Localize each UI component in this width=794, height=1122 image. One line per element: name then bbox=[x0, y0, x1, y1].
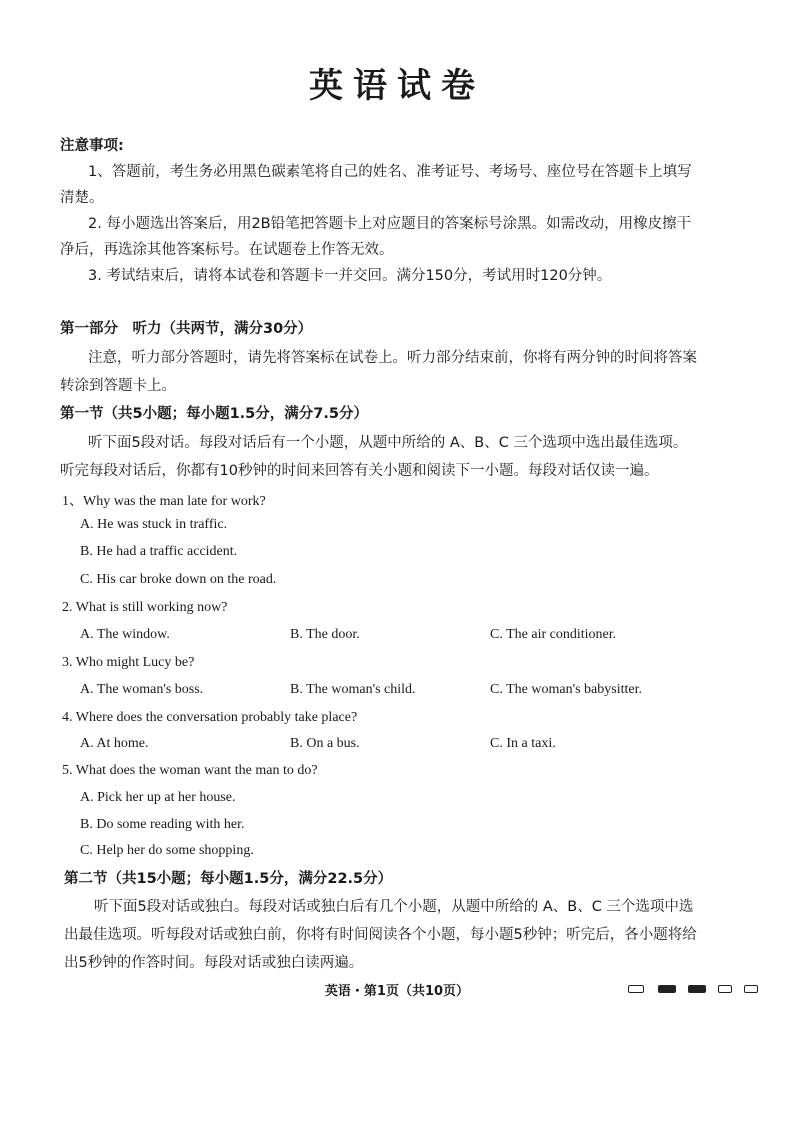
question-5-option-a: A. Pick her up at her house. bbox=[80, 790, 236, 805]
question-2-option-a: A. The window. bbox=[80, 627, 170, 642]
question-5-stem: 5. What does the woman want the man to do? bbox=[62, 763, 318, 778]
question-4-option-a: A. At home. bbox=[80, 736, 149, 751]
registration-mark bbox=[744, 985, 758, 993]
registration-mark bbox=[688, 985, 706, 993]
question-3-option-a: A. The woman's boss. bbox=[80, 682, 204, 697]
section2-instructions-cont: 出最佳选项。听每段对话或独白前，你将有时间阅读各个小题，每小题5秒钟；听完后，各小题将给 bbox=[64, 927, 697, 943]
notice-item-1: 1、答题前，考生务必用黑色碳素笔将自己的姓名、准考证号、考场号、座位号在答题卡上填写 bbox=[88, 164, 692, 180]
registration-mark bbox=[658, 985, 676, 993]
question-2-stem: 2. What is still working now? bbox=[62, 600, 228, 615]
question-3-option-b: B. The woman's child. bbox=[290, 682, 416, 697]
registration-mark bbox=[718, 985, 732, 993]
question-1-option-b: B. He had a traffic accident. bbox=[80, 544, 238, 559]
registration-marks bbox=[628, 982, 768, 996]
question-3-stem: 3. Who might Lucy be? bbox=[62, 655, 195, 670]
question-4-option-b: B. On a bus. bbox=[290, 736, 360, 751]
question-4-option-c: C. In a taxi. bbox=[490, 736, 556, 751]
part1-intro: 注意，听力部分答题时，请先将答案标在试卷上。听力部分结束前，你将有两分钟的时间将答案 bbox=[88, 350, 697, 366]
question-1-option-a: A. He was stuck in traffic. bbox=[80, 517, 228, 532]
notice-heading: 注意事项: bbox=[60, 138, 124, 154]
question-1-option-c: C. His car broke down on the road. bbox=[80, 572, 277, 587]
question-1-stem: 1、Why was the man late for work? bbox=[62, 494, 266, 509]
section1-heading: 第一节（共5小题；每小题1.5分，满分7.5分） bbox=[60, 406, 368, 422]
part1-heading: 第一部分 听力（共两节，满分30分） bbox=[60, 321, 313, 337]
question-2-option-c: C. The air conditioner. bbox=[490, 627, 617, 642]
part1-intro-cont: 转涂到答题卡上。 bbox=[60, 378, 176, 394]
page-footer: 英语・第1页（共10页） bbox=[324, 984, 470, 999]
question-2-option-b: B. The door. bbox=[290, 627, 360, 642]
notice-item-2-cont: 净后，再选涂其他答案标号。在试题卷上作答无效。 bbox=[60, 242, 394, 258]
registration-mark bbox=[628, 985, 644, 993]
question-5-option-c: C. Help her do some shopping. bbox=[80, 843, 254, 858]
section2-heading: 第二节（共15小题；每小题1.5分，满分22.5分） bbox=[64, 871, 393, 887]
notice-item-2: 2. 每小题选出答案后，用2B铅笔把答题卡上对应题目的答案标号涂黑。如需改动，用橡皮擦干 bbox=[88, 216, 692, 232]
section1-instructions-cont: 听完每段对话后，你都有10秒钟的时间来回答有关小题和阅读下一小题。每段对话仅读一遍。 bbox=[60, 463, 659, 479]
section2-instructions: 听下面5段对话或独白。每段对话或独白后有几个小题，从题中所给的 A、B、C 三个选项中选 bbox=[94, 899, 694, 915]
question-4-stem: 4. Where does the conversation probably take place? bbox=[62, 710, 358, 725]
notice-item-3: 3. 考试结束后，请将本试卷和答题卡一并交回。满分150分，考试用时120分钟。 bbox=[88, 268, 612, 284]
section2-instructions-cont-2: 出5秒钟的作答时间。每段对话或独白读两遍。 bbox=[64, 955, 364, 971]
page-title: 英语试卷 bbox=[309, 66, 485, 106]
question-3-option-c: C. The woman's babysitter. bbox=[490, 682, 642, 697]
notice-item-1-cont: 清楚。 bbox=[60, 190, 104, 206]
section1-instructions: 听下面5段对话。每段对话后有一个小题，从题中所给的 A、B、C 三个选项中选出最佳选项。 bbox=[88, 435, 688, 451]
question-5-option-b: B. Do some reading with her. bbox=[80, 817, 245, 832]
